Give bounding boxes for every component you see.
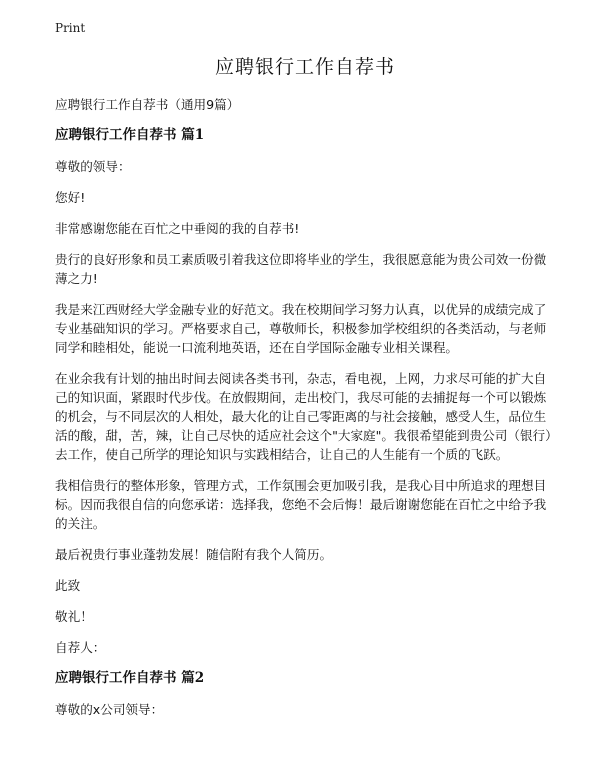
section-heading-2: 应聘银行工作自荐书 篇2 [55,670,205,686]
paragraph: 非常感谢您能在百忙之中垂阅的我的自荐书! [55,221,300,236]
paragraph: 自荐人： [55,640,106,655]
page-title: 应聘银行工作自荐书 [214,56,395,78]
paragraph: 此致 [55,578,81,593]
paragraph: 我相信贵行的整体形象，管理方式，工作氛围会更加吸引我，是我心目中所追求的理想目标。因而我很自信的向您承诺：选择我，您绝不会后悔！最后谢谢您能在百忙之中给予我的关注。 [55,478,547,531]
paragraph: 贵行的良好形象和员工素质吸引着我这位即将毕业的学生，我很愿意能为贵公司效一份微薄之力! [55,252,547,286]
document-body [55,52,555,731]
print-link[interactable]: Print [55,21,86,35]
section-heading-1: 应聘银行工作自荐书 篇1 [55,127,205,143]
paragraph: 尊敬的领导： [55,159,131,174]
paragraph: 您好! [55,190,86,205]
paragraph: 最后祝贵行事业蓬勃发展！随信附有我个人简历。 [55,547,333,562]
paragraph: 我是来江西财经大学金融专业的好范文。我在校期间学习努力认真，以优异的成绩完成了专业基础知识的学习。严格要求自己，尊敬师长，积极参加学校组织的各类活动，与老师同学和睦相处，能说一口流利地英语，还在自学国际金融专业相关课程。 [55,302,547,355]
document-subtitle: 应聘银行工作自荐书（通用9篇） [55,97,240,112]
paragraph: 尊敬的x公司领导： [55,702,164,717]
paragraph: 在业余我有计划的抽出时间去阅读各类书刊，杂志，看电视，上网，力求尽可能的扩大自己的知识面，紧跟时代步伐。在放假期间，走出校门，我尽可能的去捕捉每一个可以锻炼的机会，与不同层次的人相处，最大化的让自己零距离的与社会接触，感受人生，品位生活的酸，甜，苦，辣，让自己尽快的适应社会这个"大家庭"。我很希望能到贵公司（银行）去工作，使自己所学的理论知识与实践相结合，让自己的人生能有一个质的飞跃。 [55,371,552,462]
paragraph: 敬礼！ [55,609,93,624]
